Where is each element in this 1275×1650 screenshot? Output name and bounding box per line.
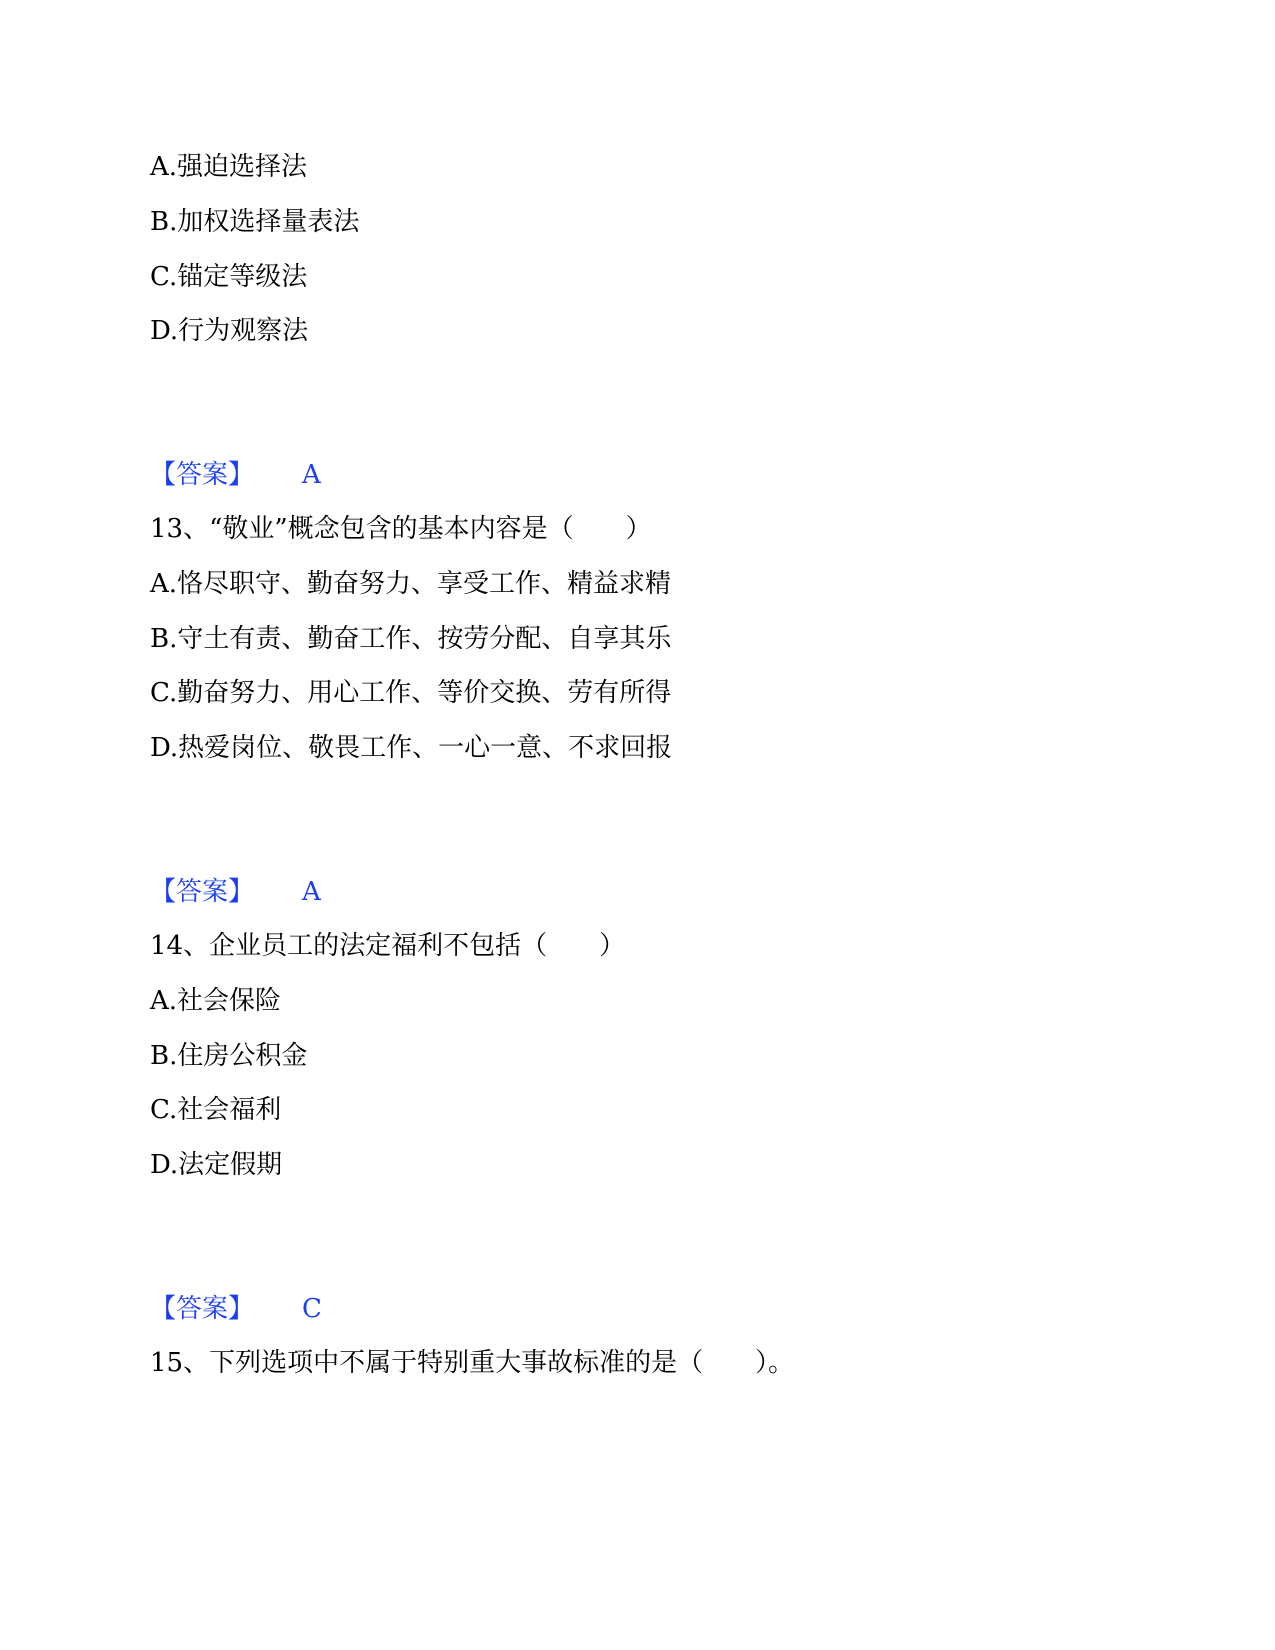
answer-value: C	[302, 1294, 322, 1324]
q13-option-c: C.勤奋努力、用心工作、等价交换、劳有所得	[150, 678, 672, 708]
q12-option-a: A.强迫选择法	[150, 152, 308, 182]
q14-option-c: C.社会福利	[150, 1095, 282, 1125]
q12-option-c: C.锚定等级法	[150, 262, 308, 292]
answer-label: 【答案】	[150, 1294, 255, 1324]
q15-question: 15、下列选项中不属于特别重大事故标准的是（ ）。	[150, 1348, 795, 1378]
q13-option-d: D.热爱岗位、敬畏工作、一心一意、不求回报	[150, 733, 673, 763]
answer-label: 【答案】	[150, 877, 255, 907]
q12-option-d: D.行为观察法	[150, 316, 309, 346]
q12-option-b: B.加权选择量表法	[150, 207, 360, 237]
q12-answer	[150, 458, 321, 492]
q13-question: 13、“敬业”概念包含的基本内容是（ ）	[150, 514, 652, 544]
q14-question: 14、企业员工的法定福利不包括（ ）	[150, 931, 626, 961]
q13-option-b: B.守土有责、勤奋工作、按劳分配、自享其乐	[150, 624, 672, 654]
answer-value: A	[302, 460, 321, 490]
answer-label: 【答案】	[150, 460, 255, 490]
q14-answer	[150, 1292, 322, 1326]
q14-option-b: B.住房公积金	[150, 1041, 308, 1071]
q14-option-d: D.法定假期	[150, 1150, 283, 1180]
q13-answer	[150, 875, 321, 909]
q14-option-a: A.社会保险	[150, 986, 282, 1016]
answer-value: A	[302, 877, 321, 907]
q13-option-a: A.恪尽职守、勤奋努力、享受工作、精益求精	[150, 569, 672, 599]
